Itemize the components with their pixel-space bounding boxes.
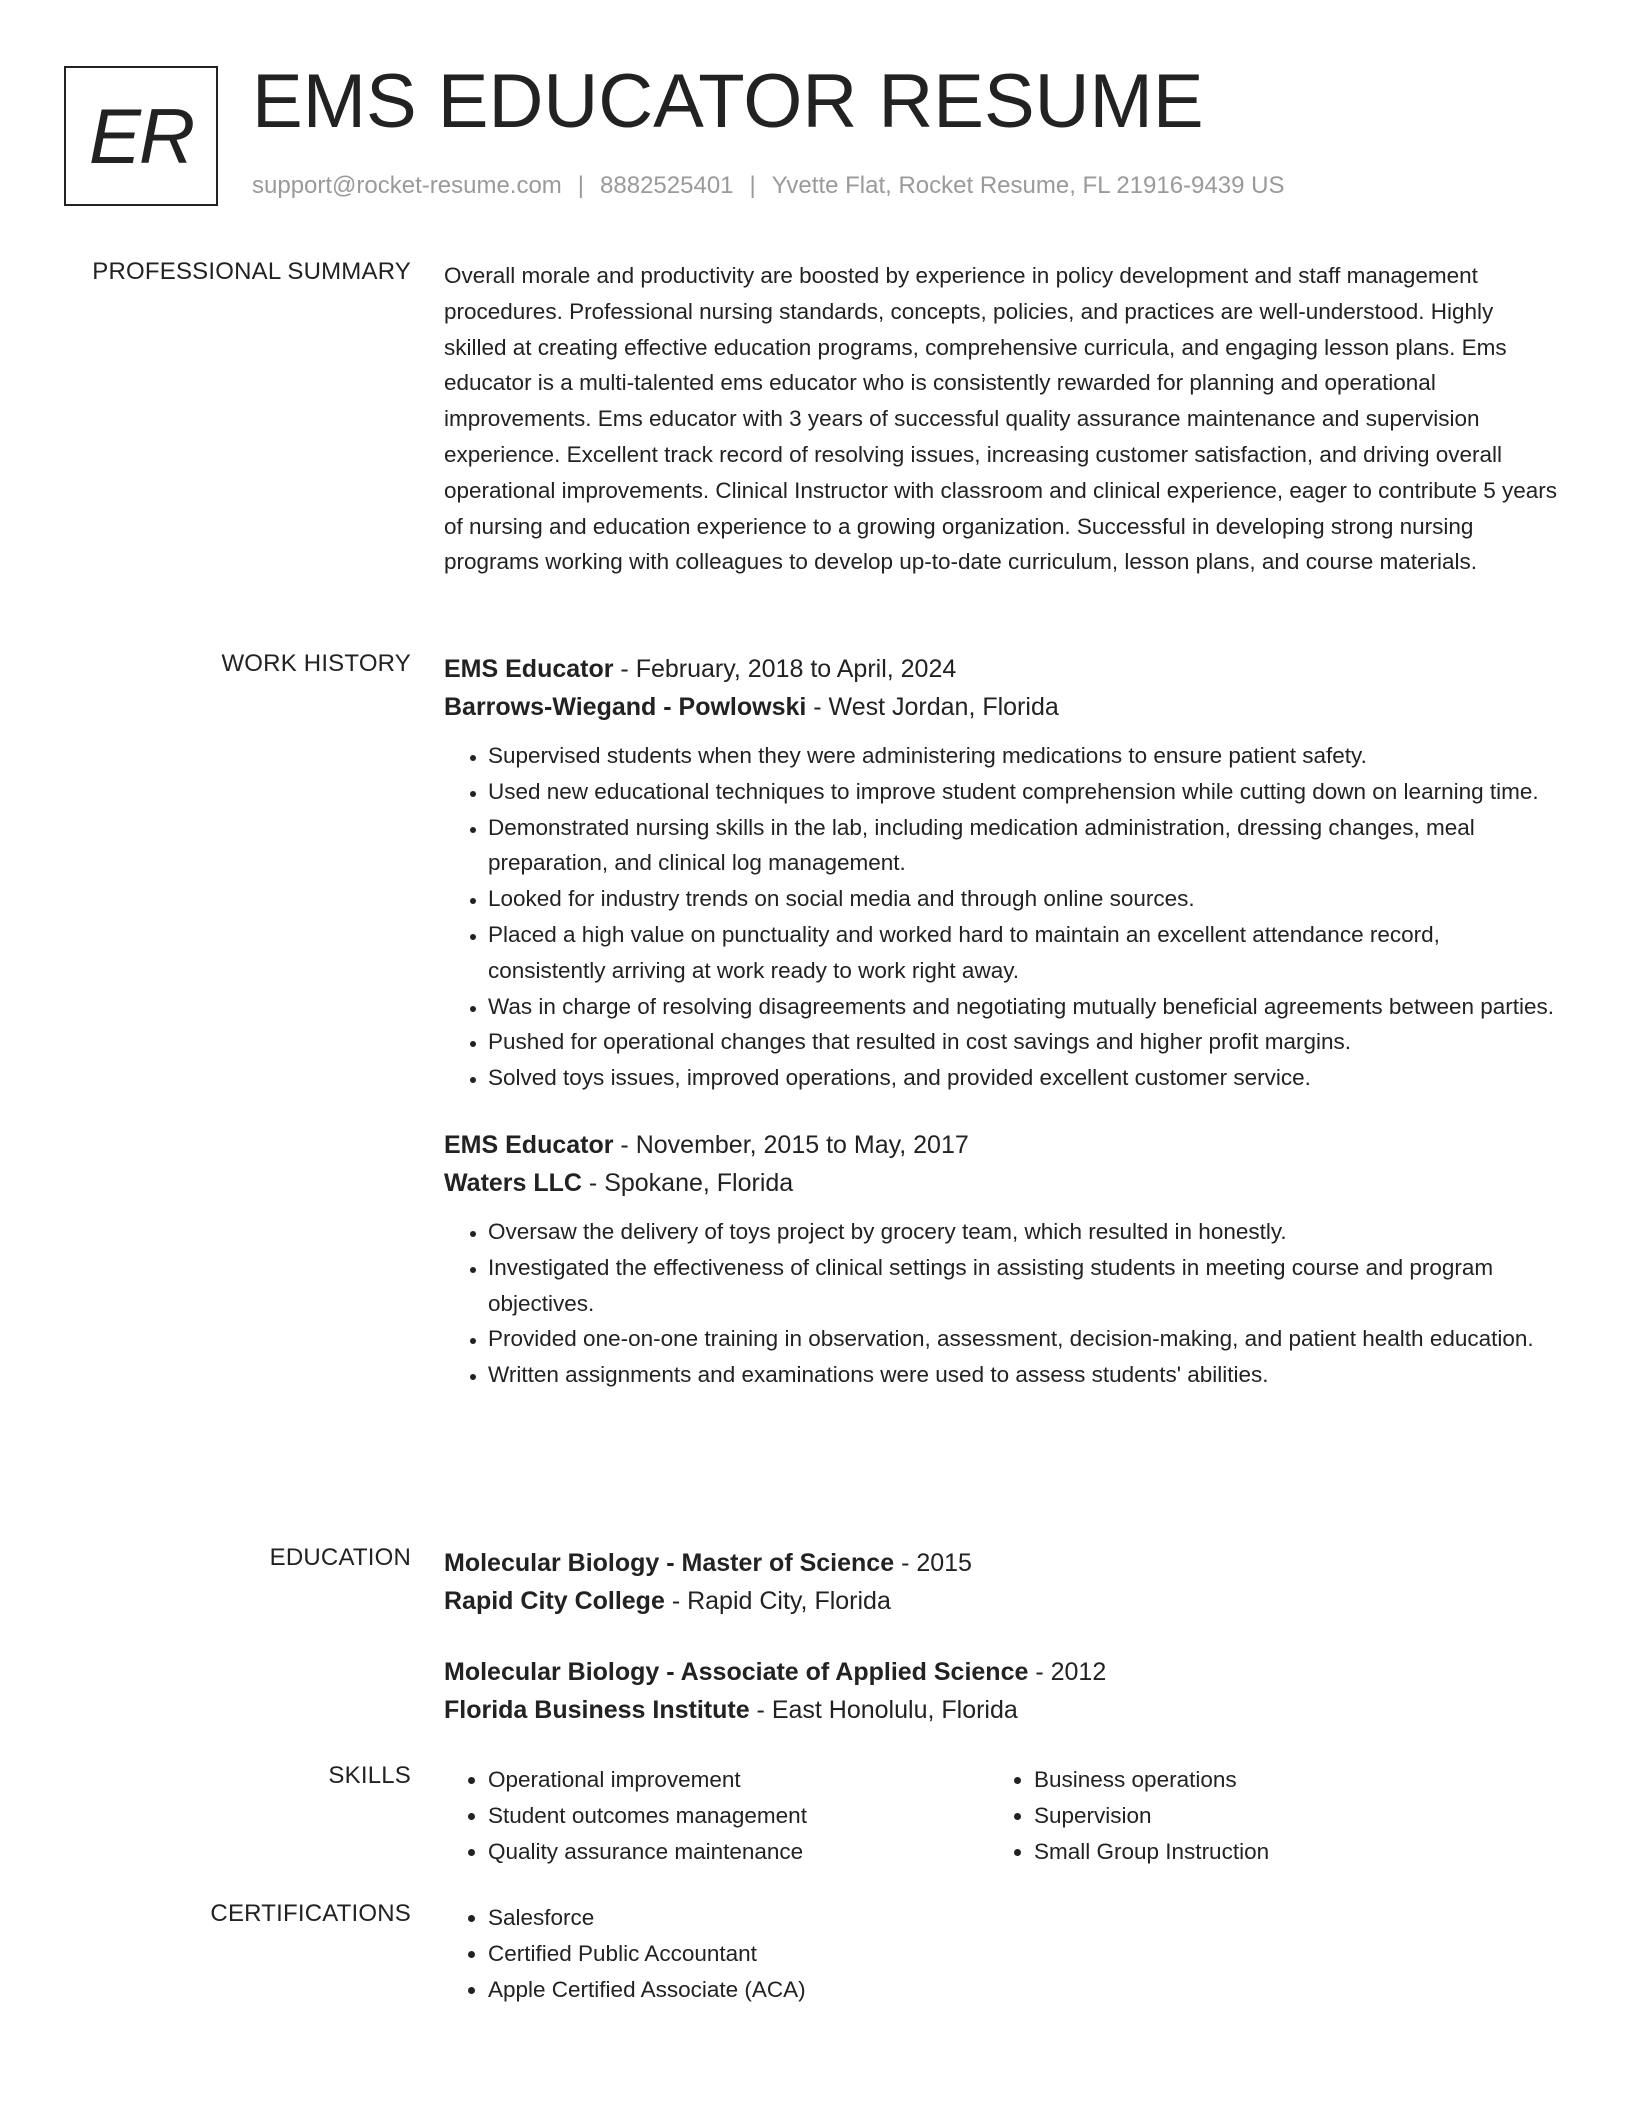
resume-title: EMS EDUCATOR RESUME <box>252 59 1204 144</box>
list-item: • Supervision <box>1034 1798 1536 1834</box>
degree: Molecular Biology - Associate of Applied Science <box>444 1658 1029 1686</box>
list-item: • Placed a high value on punctuality and worked hard to maintain an excellent attendance record, consistently arriving at work ready to work right away. <box>488 917 1562 989</box>
degree-line <box>444 1653 1562 1691</box>
education-entry <box>444 1653 1562 1729</box>
list-item: • Used new educational techniques to improve student comprehension while cutting down on learning time. <box>488 774 1562 810</box>
contact-address: Yvette Flat, Rocket Resume, FL 21916-9439 US <box>771 172 1285 199</box>
school: Florida Business Institute <box>444 1696 750 1724</box>
list-item: • Investigated the effectiveness of clinical settings in assisting students in meeting course and program objectives. <box>488 1250 1562 1322</box>
degree: Molecular Biology - Master of Science <box>444 1549 895 1577</box>
section-label-certifications: CERTIFICATIONS <box>210 1900 411 1927</box>
job-title: EMS Educator <box>444 655 614 683</box>
section-label-education: EDUCATION <box>269 1544 411 1571</box>
contact-line <box>252 172 1284 200</box>
list-item: • Solved toys issues, improved operations, and provided excellent customer service. <box>488 1060 1562 1096</box>
skills-column-left <box>444 1762 990 1869</box>
list-item: • Apple Certified Associate (ACA) <box>488 1972 1562 2008</box>
list-item: • Certified Public Accountant <box>488 1936 1562 1972</box>
list-item: • Supervised students when they were administering medications to ensure patient safety. <box>488 738 1562 774</box>
job-dates: - November, 2015 to May, 2017 <box>613 1130 969 1159</box>
job-dates: - February, 2018 to April, 2024 <box>613 655 957 683</box>
job-title-line <box>444 650 1562 688</box>
job-title: EMS Educator <box>444 1130 614 1159</box>
job-entry <box>444 1126 1562 1393</box>
list-item: • Student outcomes management <box>488 1798 990 1834</box>
certifications-list <box>444 1900 1562 2007</box>
school-line <box>444 1582 1562 1620</box>
certifications-body <box>444 1900 1562 2007</box>
list-item: • Provided one-on-one training in observation, assessment, decision-making, and patient health education. <box>488 1321 1562 1357</box>
job-title-line <box>444 1126 1562 1164</box>
skills-column-right <box>990 1762 1536 1869</box>
skills-body <box>444 1762 1562 1869</box>
degree-line <box>444 1544 1562 1582</box>
section-label-summary: PROFESSIONAL SUMMARY <box>92 258 411 285</box>
job-bullets <box>444 1214 1562 1393</box>
list-item: • Pushed for operational changes that resulted in cost savings and higher profit margins. <box>488 1024 1562 1060</box>
list-item: • Small Group Instruction <box>1034 1834 1536 1870</box>
degree-year: - 2015 <box>894 1549 972 1577</box>
job-location: - West Jordan, Florida <box>806 693 1059 721</box>
section-label-skills: SKILLS <box>328 1762 411 1789</box>
skills-grid <box>444 1762 1562 1869</box>
degree-year: - 2012 <box>1028 1658 1107 1686</box>
list-item: • Oversaw the delivery of toys project by grocery team, which resulted in honestly. <box>488 1214 1562 1250</box>
work-history-body <box>444 650 1562 1393</box>
section-label-work: WORK HISTORY <box>221 650 411 677</box>
contact-separator: | <box>577 172 585 199</box>
list-item: • Salesforce <box>488 1900 1562 1936</box>
list-item: • Business operations <box>1034 1762 1536 1798</box>
summary-text: Overall morale and productivity are boosted by experience in policy development and staff management procedures. Professional nursing standards, concepts, policies, and practices are well-understood. Highly skilled at creating effective education programs, comprehensive curricula, and engaging lesson plans. Ems educator is a multi-talented ems educator who is consistently rewarded for planning and operational improvements. Ems educator with 3 years of successful quality assurance maintenance and supervision experience. Excellent track record of resolving issues, increasing customer satisfaction, and driving overall operational improvements. Clinical Instructor with classroom and clinical experience, eager to contribute 5 years of nursing and education experience to a growing organization. Successful in developing strong nursing programs working with colleagues to develop up-to-date curriculum, lesson plans, and course materials. <box>444 263 1558 575</box>
school-line <box>444 1691 1562 1729</box>
school-location: - East Honolulu, Florida <box>749 1696 1018 1724</box>
education-entry <box>444 1544 1562 1620</box>
list-item: • Was in charge of resolving disagreements and negotiating mutually beneficial agreements between parties. <box>488 989 1562 1025</box>
job-company: Barrows-Wiegand - Powlowski <box>444 693 807 721</box>
list-item: • Operational improvement <box>488 1762 990 1798</box>
job-bullets <box>444 738 1562 1096</box>
contact-email: support@rocket-resume.com <box>252 172 562 199</box>
list-item: • Quality assurance maintenance <box>488 1834 990 1870</box>
summary-body <box>444 258 1562 580</box>
monogram-logo: ER <box>64 66 218 206</box>
list-item: • Demonstrated nursing skills in the lab, including medication administration, dressing changes, meal preparation, and clinical log management. <box>488 810 1562 882</box>
list-item: • Looked for industry trends on social media and through online sources. <box>488 881 1562 917</box>
job-company: Waters LLC <box>444 1168 582 1197</box>
job-company-line <box>444 688 1562 726</box>
school: Rapid City College <box>444 1587 665 1615</box>
education-body <box>444 1544 1562 1729</box>
job-company-line <box>444 1164 1562 1202</box>
list-item: • Written assignments and examinations were used to assess students' abilities. <box>488 1357 1562 1393</box>
contact-phone: 8882525401 <box>600 172 734 199</box>
job-entry <box>444 650 1562 1096</box>
job-location: - Spokane, Florida <box>581 1168 794 1197</box>
school-location: - Rapid City, Florida <box>664 1587 891 1615</box>
contact-separator: | <box>749 172 756 199</box>
